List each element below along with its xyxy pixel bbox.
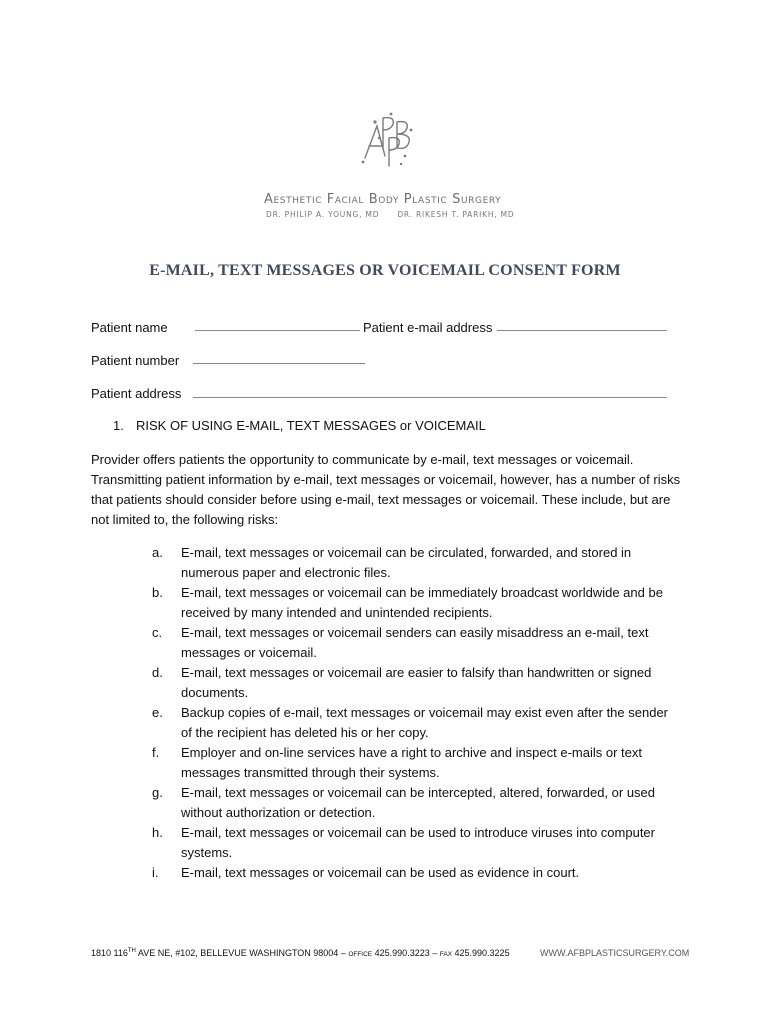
patient-address-field[interactable] <box>193 397 667 398</box>
list-item <box>152 863 672 883</box>
list-item <box>152 823 672 863</box>
form-title: E-MAIL, TEXT MESSAGES OR VOICEMAIL CONSENT FORM <box>149 262 621 279</box>
list-marker: f. <box>152 745 160 760</box>
office-phone: 425.990.3223 – <box>372 948 440 958</box>
patient-number-field[interactable] <box>193 363 365 364</box>
list-item <box>152 743 672 783</box>
doctors-line <box>266 210 556 219</box>
section-title: RISK OF USING E-MAIL, TEXT MESSAGES or VOICEMAIL <box>136 418 486 433</box>
list-item-text: E-mail, text messages or voicemail can be immediately broadcast worldwide and be received by many intended and unintended recipients. <box>181 585 663 620</box>
patient-address-label: Patient address <box>91 386 182 401</box>
patient-number-label: Patient number <box>91 353 180 368</box>
list-marker: d. <box>152 665 163 680</box>
office-label: OFFICE <box>348 951 373 958</box>
list-item-text: Employer and on-line services have a right to archive and inspect e-mails or text messages transmitted through their systems. <box>181 745 642 780</box>
section-heading <box>113 418 486 433</box>
afbp-monogram-logo <box>355 108 425 170</box>
intro-paragraph: Provider offers patients the opportunity to communicate by e-mail, text messages or voicemail. Transmitting patient information by e-mail, text messages or voicemail, however, has a number of risks that patients should consider before using e-mail, text messages or voicemail. These include, but are not limited to, the following risks: <box>91 452 681 527</box>
list-item <box>152 783 672 823</box>
list-marker: b. <box>152 585 163 600</box>
patient-name-field[interactable] <box>195 330 360 331</box>
list-item-text: E-mail, text messages or voicemail can be intercepted, altered, forwarded, or used without authorization or detection. <box>181 785 656 820</box>
fax-label: FAX <box>439 951 453 958</box>
doctor-2: DR. RIKESH T. PARIKH, MD <box>397 210 515 219</box>
footer-address <box>91 948 510 958</box>
list-marker: h. <box>152 825 163 840</box>
list-marker: e. <box>152 705 163 720</box>
list-item <box>152 703 672 743</box>
patient-name-label: Patient name <box>91 320 168 335</box>
list-item <box>152 623 672 663</box>
list-item <box>152 583 672 623</box>
list-marker: i. <box>152 865 159 880</box>
list-marker: a. <box>152 545 163 560</box>
patient-email-label: Patient e-mail address <box>363 320 493 335</box>
list-item-text: E-mail, text messages or voicemail can be used as evidence in court. <box>181 865 580 880</box>
list-item-text: E-mail, text messages or voicemail can be used to introduce viruses into computer systems. <box>181 825 655 860</box>
practice-name: Aesthetic Facial Body Plastic Surgery <box>264 192 502 207</box>
list-item-text: E-mail, text messages or voicemail can be circulated, forwarded, and stored in numerous paper and electronic files. <box>181 545 632 580</box>
risk-list <box>152 543 672 883</box>
patient-email-field[interactable] <box>497 330 667 331</box>
footer-website: WWW.AFBPLASTICSURGERY.COM <box>540 948 690 958</box>
list-item-text: E-mail, text messages or voicemail are easier to falsify than handwritten or signed documents. <box>181 665 652 700</box>
list-item <box>152 543 672 583</box>
street-rest: AVE NE, #102, BELLEVUE WASHINGTON 98004 – <box>135 948 349 958</box>
section-number: 1. <box>113 418 124 433</box>
list-item-text: Backup copies of e-mail, text messages or voicemail may exist even after the sender of the recipient has deleted his or her copy. <box>181 705 668 740</box>
list-item-text: E-mail, text messages or voicemail senders can easily misaddress an e-mail, text messages or voicemail. <box>181 625 649 660</box>
fax-phone: 425.990.3225 <box>452 948 510 958</box>
doctor-1: DR. PHILIP A. YOUNG, MD <box>266 210 380 219</box>
list-marker: c. <box>152 625 163 640</box>
list-marker: g. <box>152 785 163 800</box>
street-number: 1810 116 <box>91 948 128 958</box>
list-item <box>152 663 672 703</box>
street-suffix: TH <box>127 948 136 954</box>
